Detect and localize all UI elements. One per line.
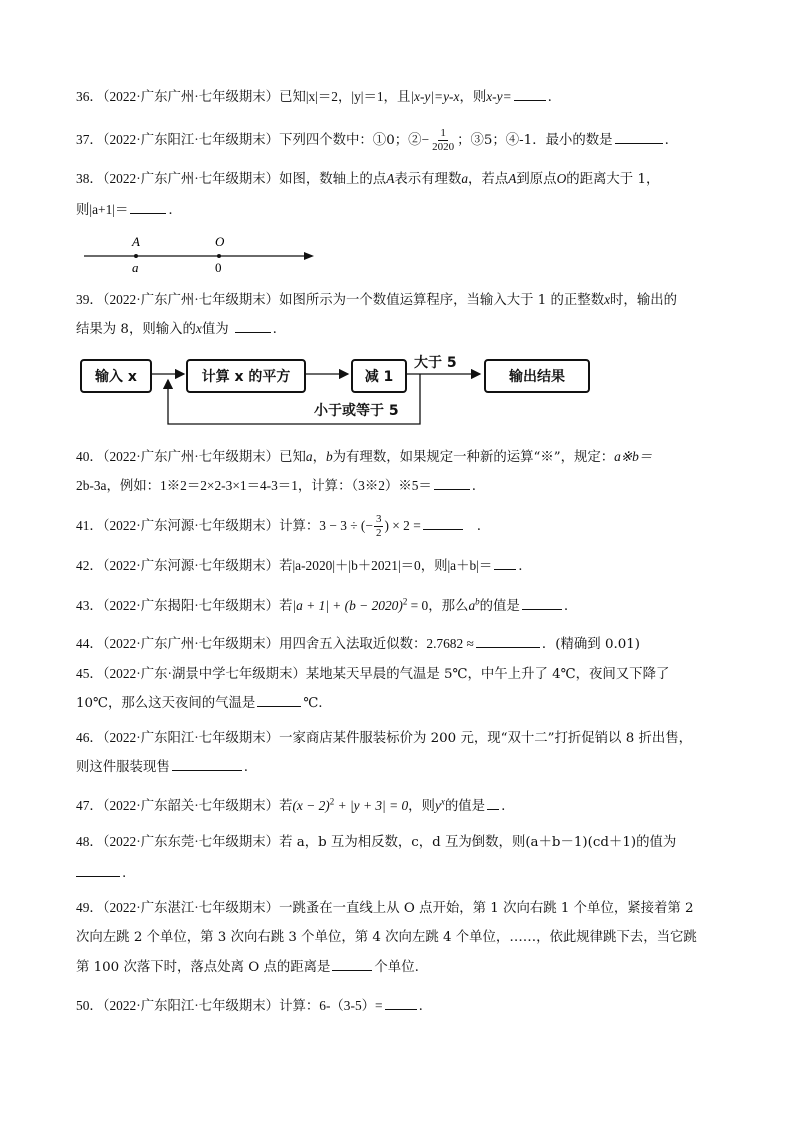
math-expression: ) × 2 = bbox=[384, 518, 421, 533]
math-expression: 3 − 3 ÷ (− bbox=[319, 518, 373, 533]
math-expression: |x-y|=y-x bbox=[410, 89, 460, 104]
answer-blank bbox=[494, 555, 516, 570]
question-text: ．(精确到 0.01) bbox=[541, 637, 640, 652]
question-number: 47． bbox=[76, 798, 103, 813]
math-expression: x-y= bbox=[486, 89, 512, 104]
question-text: . bbox=[664, 133, 669, 148]
question-49 bbox=[76, 892, 726, 924]
fraction-numerator: 1 bbox=[440, 127, 446, 139]
question-text: 下列四个数中：①0；② bbox=[279, 133, 422, 148]
question-source: （2022·广东广州·七年级期末） bbox=[102, 449, 280, 464]
exponent: x bbox=[440, 796, 445, 807]
question-text: 第 100 次落下时，落点处离 O 点的距离是 bbox=[76, 960, 331, 975]
question-text: ，若点 bbox=[468, 172, 509, 187]
question-text: 用四舍五入法取近似数： bbox=[279, 637, 427, 652]
question-text: ，那么 bbox=[428, 599, 469, 614]
question-number: 43． bbox=[76, 598, 103, 613]
question-text: 如图所示为一个数值运算程序，当输入大于 1 的正整数 bbox=[279, 293, 605, 308]
number-line-figure bbox=[76, 230, 336, 274]
exponent: 2 bbox=[329, 796, 335, 807]
answer-blank bbox=[332, 956, 372, 971]
question-text: 一跳蚤在一直线上从 O 点开始，第 1 次向右跳 1 个单位，紧接着第 2 bbox=[279, 901, 694, 916]
question-text: . bbox=[476, 519, 482, 534]
question-number: 45． bbox=[76, 666, 103, 681]
question-number: 41． bbox=[76, 518, 103, 533]
fraction-denominator: 2020 bbox=[432, 141, 455, 153]
answer-blank bbox=[476, 633, 540, 648]
fraction bbox=[374, 513, 384, 540]
answer-blank bbox=[434, 475, 470, 490]
question-number: 44． bbox=[76, 636, 103, 651]
question-source: （2022·广东广州·七年级期末） bbox=[102, 89, 280, 104]
minus-sign: − bbox=[421, 132, 430, 147]
question-38 bbox=[76, 163, 726, 195]
label-var-a: a bbox=[132, 260, 139, 274]
question-44 bbox=[76, 628, 726, 660]
label-point-a: A bbox=[132, 234, 140, 249]
variable: a bbox=[461, 171, 469, 186]
flow-box-square bbox=[186, 359, 306, 393]
question-text: 则这件服装现售 bbox=[76, 760, 170, 775]
answer-blank bbox=[385, 995, 417, 1010]
question-36 bbox=[76, 81, 726, 113]
math-expression: 2.7682 ≈ bbox=[426, 636, 474, 651]
question-text: 为有理数，如果规定一种新的运算“※”，规定： bbox=[332, 450, 615, 465]
question-39 bbox=[76, 284, 726, 316]
question-text: 的距离大于 1， bbox=[566, 172, 660, 187]
variable: x bbox=[604, 292, 611, 307]
flow-label-less-equal: 小于或等于 5 bbox=[314, 403, 399, 419]
flow-box-label: 计算 x 的平方 bbox=[201, 369, 291, 385]
question-number: 50． bbox=[76, 998, 103, 1013]
question-48-line2 bbox=[76, 858, 726, 889]
question-50 bbox=[76, 990, 726, 1022]
flow-box-label: 输出结果 bbox=[509, 369, 565, 385]
flow-box-label: 减 1 bbox=[364, 369, 394, 385]
question-text: 一家商店某件服装标价为 200 元，现“双十二”打折促销以 8 折出售， bbox=[279, 731, 693, 746]
flow-label-greater: 大于 5 bbox=[414, 355, 457, 371]
question-text: ， bbox=[312, 450, 326, 465]
question-number: 38． bbox=[76, 171, 103, 186]
point-label: A bbox=[386, 171, 395, 186]
question-text: 表示有理数 bbox=[394, 172, 462, 187]
math-expression: |a + 1| + (b − 2020) bbox=[292, 598, 403, 613]
question-45 bbox=[76, 658, 726, 690]
question-text: 已知 bbox=[279, 90, 306, 105]
variable: x bbox=[195, 321, 202, 336]
variable: y bbox=[434, 798, 441, 813]
question-48 bbox=[76, 826, 726, 858]
flow-box-minus-one bbox=[351, 359, 407, 393]
answer-blank bbox=[172, 756, 242, 771]
exponent: 2 bbox=[402, 596, 408, 607]
point-o-dot bbox=[217, 254, 221, 258]
flow-box-label: 输入 x bbox=[95, 369, 137, 385]
question-46 bbox=[76, 722, 726, 754]
question-text: 的值是 bbox=[479, 599, 520, 614]
question-text: ；③5；④-1．最小的数是 bbox=[457, 133, 613, 148]
question-49-line2 bbox=[76, 922, 726, 953]
question-41 bbox=[76, 510, 726, 542]
answer-blank bbox=[514, 86, 546, 101]
question-text: 时，输出的 bbox=[610, 293, 677, 308]
variable: b bbox=[325, 449, 333, 464]
question-text: . bbox=[563, 599, 569, 614]
math-expression: 则|a+1|＝ bbox=[76, 202, 129, 217]
math-expression: 计算：6-（3-5）= bbox=[279, 998, 383, 1013]
question-47 bbox=[76, 790, 726, 822]
question-38-line2 bbox=[76, 194, 726, 226]
question-number: 40． bbox=[76, 449, 103, 464]
math-expression: 若|a-2020|＋|b＋2021|＝0，则|a＋b|＝ bbox=[279, 558, 493, 573]
point-label: A bbox=[508, 171, 517, 186]
question-source: （2022·广东广州·七年级期末） bbox=[102, 171, 280, 186]
question-text: 计算： bbox=[279, 519, 320, 534]
question-text: . bbox=[418, 999, 423, 1014]
answer-blank bbox=[615, 129, 663, 144]
question-text: 已知 bbox=[279, 450, 306, 465]
answer-blank bbox=[522, 595, 562, 610]
question-source: （2022·广东湛江·七年级期末） bbox=[102, 900, 280, 915]
math-expression: |x|＝2， bbox=[305, 89, 352, 104]
question-39-line2 bbox=[76, 313, 726, 345]
question-number: 49． bbox=[76, 900, 103, 915]
answer-blank bbox=[235, 318, 271, 333]
question-source: （2022·广东阳江·七年级期末） bbox=[102, 132, 280, 147]
question-source: （2022·广东韶关·七年级期末） bbox=[102, 798, 280, 813]
answer-blank bbox=[423, 515, 463, 530]
math-expression: = 0 bbox=[407, 598, 429, 613]
question-text: . bbox=[243, 760, 248, 775]
question-text: ℃. bbox=[303, 696, 323, 711]
label-zero: 0 bbox=[215, 260, 222, 274]
label-point-o: O bbox=[215, 234, 225, 249]
answer-blank bbox=[130, 199, 166, 214]
question-source: （2022·广东阳江·七年级期末） bbox=[102, 998, 280, 1013]
question-text: 的值是 bbox=[444, 799, 486, 814]
math-expression: + |y + 3| = 0 bbox=[334, 798, 409, 813]
point-a-dot bbox=[134, 254, 138, 258]
question-43 bbox=[76, 590, 726, 622]
answer-blank bbox=[487, 795, 499, 810]
question-number: 48． bbox=[76, 834, 103, 849]
fraction-denominator: 2 bbox=[375, 527, 382, 539]
question-source: （2022·广东揭阳·七年级期末） bbox=[102, 598, 280, 613]
question-text: . bbox=[518, 559, 523, 574]
fraction bbox=[430, 127, 456, 154]
math-expression: a※b＝ bbox=[614, 449, 653, 464]
question-text: ，则 bbox=[459, 90, 487, 105]
question-text: 结果为 8，则输入的 bbox=[76, 322, 196, 337]
point-label: O bbox=[556, 171, 567, 186]
question-42 bbox=[76, 550, 726, 582]
question-text: . bbox=[272, 322, 277, 337]
flow-box-input bbox=[80, 359, 152, 393]
question-40 bbox=[76, 441, 726, 473]
question-37 bbox=[76, 124, 726, 156]
number-line-arrow bbox=[304, 252, 314, 260]
question-49-line3 bbox=[76, 952, 726, 983]
exponent: b bbox=[475, 596, 480, 607]
math-expression: (x − 2) bbox=[292, 798, 330, 813]
question-text: . bbox=[122, 866, 127, 881]
question-text: . bbox=[168, 203, 173, 218]
question-text: 如图，数轴上的点 bbox=[279, 172, 387, 187]
answer-blank bbox=[76, 862, 120, 877]
fraction-numerator: 3 bbox=[375, 513, 382, 525]
variable: a bbox=[305, 449, 313, 464]
question-text: 值为 bbox=[201, 322, 229, 337]
question-source: （2022·广东东莞·七年级期末） bbox=[102, 834, 280, 849]
question-number: 39． bbox=[76, 292, 103, 307]
flow-box-output bbox=[484, 359, 590, 393]
question-text: 若 a，b 互为相反数，c，d 互为倒数，则(a＋b－1)(cd＋1)的值为 bbox=[279, 835, 677, 850]
question-text: 若 bbox=[279, 799, 293, 814]
variable: a bbox=[468, 598, 476, 613]
answer-blank bbox=[257, 692, 301, 707]
question-text: . bbox=[471, 479, 477, 494]
question-text: 到原点 bbox=[516, 172, 557, 187]
question-text: 若 bbox=[279, 599, 293, 614]
question-number: 42． bbox=[76, 558, 103, 573]
question-text: . bbox=[501, 799, 506, 814]
question-text: . bbox=[547, 90, 552, 105]
question-text: 次向左跳 2 个单位，第 3 次向右跳 3 个单位，第 4 次向左跳 4 个单位，……，依此规律跳下去，当它跳 bbox=[76, 930, 697, 945]
question-text: 2b-3a，例如：1※2＝2×2-3×1＝4-3＝1，计算：（3※2）※5＝ bbox=[76, 478, 432, 493]
question-text: 某地某天早晨的气温是 5℃，中午上升了 4℃，夜间又下降了 bbox=[305, 667, 670, 682]
question-source: （2022·广东河源·七年级期末） bbox=[102, 558, 280, 573]
question-source: （2022·广东广州·七年级期末） bbox=[102, 292, 280, 307]
question-source: （2022·广东阳江·七年级期末） bbox=[102, 730, 280, 745]
question-number: 46． bbox=[76, 730, 103, 745]
question-number: 37． bbox=[76, 132, 103, 147]
question-text: 个单位. bbox=[374, 960, 419, 975]
math-expression: |y|＝1，且 bbox=[351, 89, 411, 104]
question-text: ，则 bbox=[408, 799, 435, 814]
question-source: （2022·广东广州·七年级期末） bbox=[102, 636, 280, 651]
question-45-line2 bbox=[76, 688, 726, 719]
question-number: 36． bbox=[76, 89, 103, 104]
question-source: （2022·广东河源·七年级期末） bbox=[102, 518, 280, 533]
question-40-line2 bbox=[76, 470, 726, 502]
question-source: （2022·广东·湖景中学七年级期末） bbox=[102, 666, 306, 681]
question-46-line2 bbox=[76, 752, 726, 783]
question-text: 10℃，那么这天夜间的气温是 bbox=[76, 696, 256, 711]
